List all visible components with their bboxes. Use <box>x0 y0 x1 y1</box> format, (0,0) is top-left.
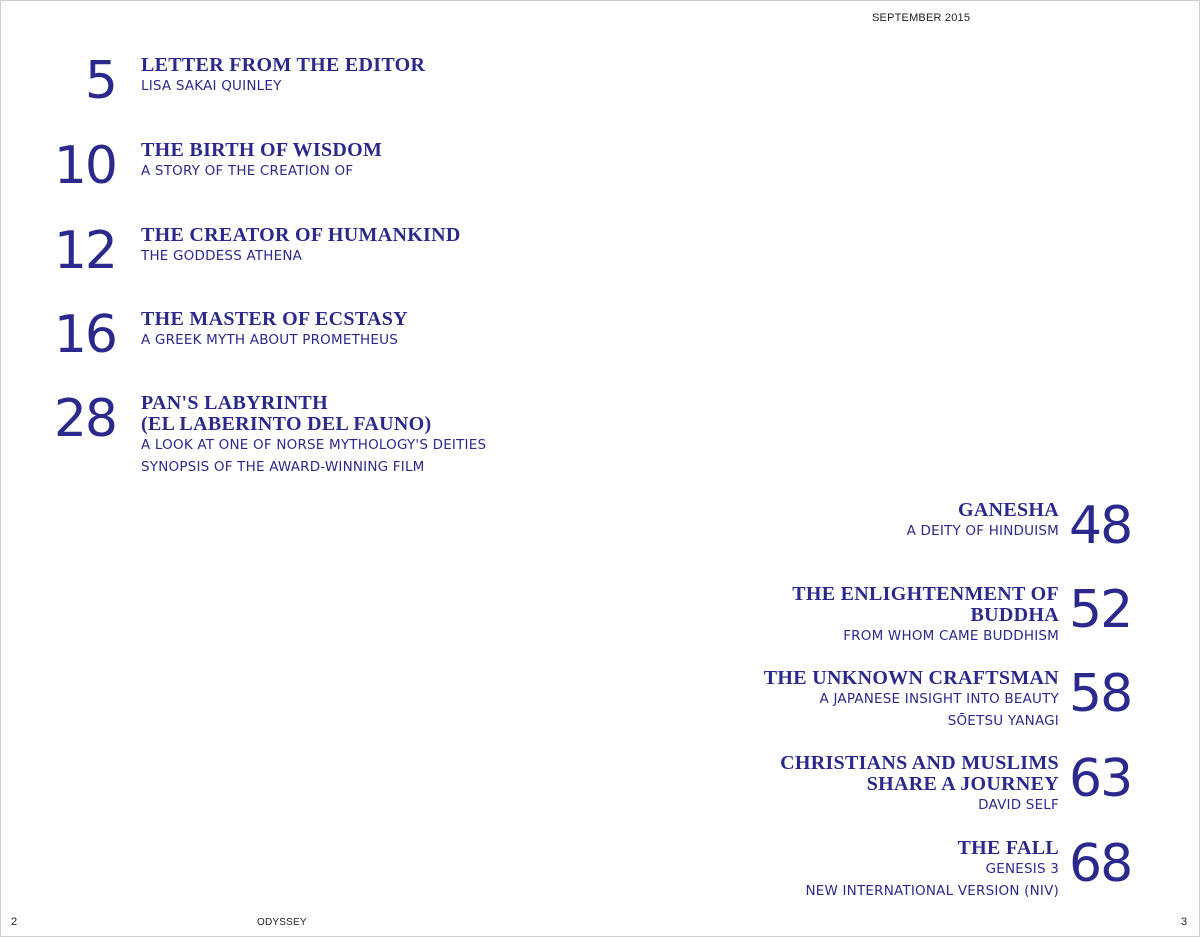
toc-entry-title: THE ENLIGHTENMENT OF <box>792 583 1059 605</box>
toc-page-number: 5 <box>84 51 116 111</box>
toc-entry-subtitle: A DEITY OF HINDUISM <box>906 523 1059 539</box>
toc-page-number: 63 <box>1069 749 1132 809</box>
toc-entry-subtitle: A GREEK MYTH ABOUT PROMETHEUS <box>141 332 398 348</box>
toc-page-number: 48 <box>1069 496 1132 556</box>
magazine-name: ODYSSEY <box>257 917 307 928</box>
toc-entry-title: THE MASTER OF ECSTASY <box>141 308 408 330</box>
toc-entry-subtitle: SŌETSU YANAGI <box>947 712 1059 729</box>
toc-entry-text <box>780 753 1059 817</box>
toc-page-number: 12 <box>53 221 116 281</box>
toc-entry-text <box>141 55 425 98</box>
toc-page-number: 28 <box>53 389 116 449</box>
toc-page-number: 16 <box>53 305 116 365</box>
toc-entry-title: PAN'S LABYRINTH <box>141 392 328 414</box>
toc-entry-subtitle: SYNOPSIS OF THE AWARD-WINNING FILM <box>141 458 425 475</box>
toc-entry-text <box>141 140 382 183</box>
toc-entry-title: THE CREATOR OF HUMANKIND <box>141 224 461 246</box>
toc-entry-subtitle: LISA SAKAI QUINLEY <box>141 78 282 94</box>
toc-entry-subtitle: A LOOK AT ONE OF NORSE MYTHOLOGY'S DEITIES <box>141 437 487 453</box>
toc-entry-text <box>141 309 408 352</box>
toc-page-number: 10 <box>53 136 116 196</box>
toc-entry-text <box>764 668 1059 732</box>
toc-entry-subtitle: GENESIS 3 <box>985 861 1059 877</box>
toc-entry-subtitle: A STORY OF THE CREATION OF <box>141 163 354 179</box>
toc-entry-subtitle: A JAPANESE INSIGHT INTO BEAUTY <box>819 691 1059 707</box>
toc-entry-text <box>792 584 1059 648</box>
toc-entry-subtitle: THE GODDESS ATHENA <box>141 248 303 264</box>
toc-entry-title: THE FALL <box>957 837 1059 859</box>
toc-entry-title: THE BIRTH OF WISDOM <box>141 139 383 161</box>
left-page-number: 2 <box>11 916 18 928</box>
toc-entry-subtitle: NEW INTERNATIONAL VERSION (NIV) <box>805 882 1059 899</box>
toc-entry-title: CHRISTIANS AND MUSLIMS <box>780 752 1059 774</box>
toc-entry-text <box>141 393 486 478</box>
right-page-number: 3 <box>1181 916 1188 928</box>
toc-entry-title: SHARE A JOURNEY <box>866 773 1059 795</box>
toc-entry-text <box>805 838 1059 902</box>
toc-entry-subtitle: DAVID SELF <box>978 797 1059 813</box>
toc-page-number: 52 <box>1069 580 1132 640</box>
issue-date: SEPTEMBER 2015 <box>872 12 971 24</box>
toc-entry-subtitle: FROM WHOM CAME BUDDHISM <box>843 628 1059 644</box>
toc-page-number: 68 <box>1069 834 1132 894</box>
toc-entry-title: THE UNKNOWN CRAFTSMAN <box>763 667 1059 689</box>
toc-entry-text <box>141 225 461 268</box>
toc-entry-title: LETTER FROM THE EDITOR <box>141 54 426 76</box>
toc-page-number: 58 <box>1069 664 1132 724</box>
toc-entry-text <box>907 500 1059 543</box>
toc-entry-title: GANESHA <box>957 499 1059 521</box>
toc-entry-title: BUDDHA <box>970 604 1059 626</box>
toc-entry-title: (EL LABERINTO DEL FAUNO) <box>141 413 432 435</box>
